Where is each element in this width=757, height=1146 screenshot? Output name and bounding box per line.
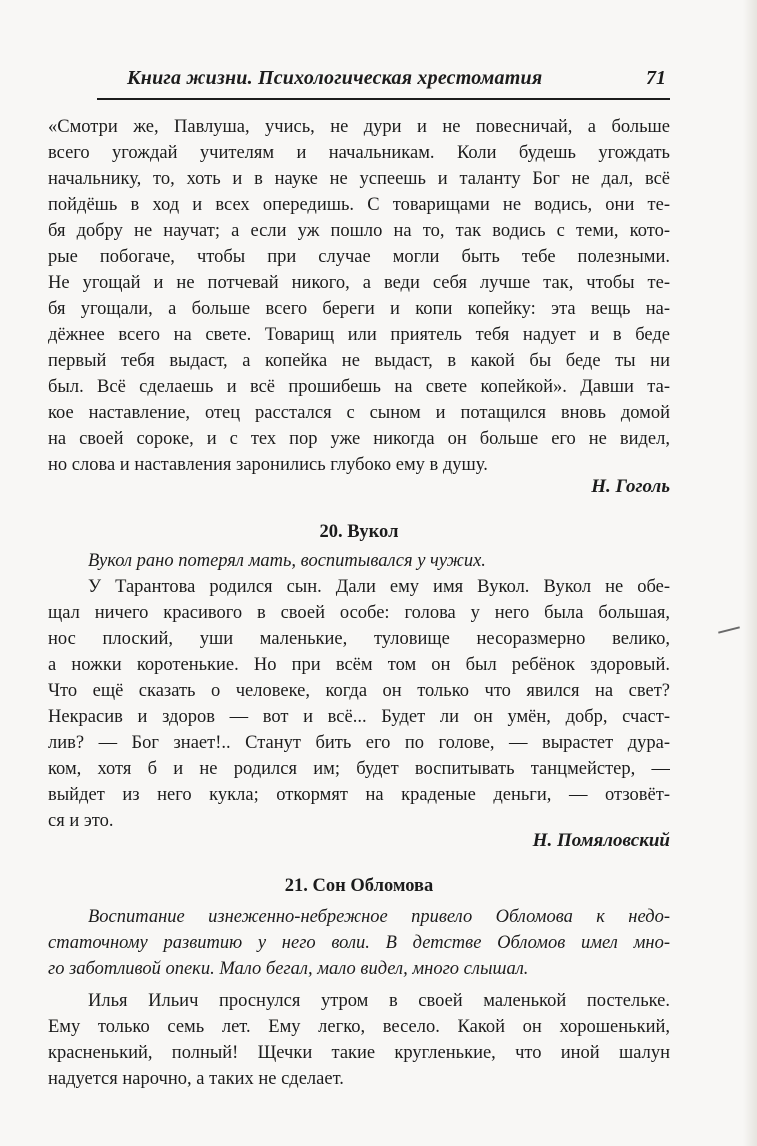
body-line: нос плоский, уши маленькие, туловище несоразмерно велико, (48, 629, 670, 649)
page-edge-shadow (743, 0, 757, 1146)
body-line: Некрасив и здоров — вот и всё... Будет ли он умён, добр, счаст- (48, 707, 670, 727)
excerpt-line: но слова и наставления заронились глубоко ему в душу. (48, 455, 488, 475)
excerpt-line: начальнику, то, хоть и в науке не успеешь и таланту Бог не дал, всё (48, 169, 670, 189)
excerpt-line: бя добру не научат; а если уж пошло на то, так водись с теми, кото- (48, 221, 670, 241)
excerpt-line: Не угощай и не потчевай никого, а веди себя лучше так, чтобы те- (48, 273, 670, 293)
running-header-title: Книга жизни. Психологическая хрестоматия (127, 67, 543, 89)
excerpt-paragraph (48, 114, 670, 478)
excerpt-line: бя угощали, а больше всего береги и копи копейку: эта вещь на- (48, 299, 670, 319)
excerpt-line: на своей сороке, и с тех пор уже никогда он больше его не видел, (48, 429, 670, 449)
body-line: ком, хотя б и не родился им; будет воспитывать танцмейстер, — (48, 759, 670, 779)
body-line: надуется нарочно, а таких не сделает. (48, 1069, 344, 1089)
excerpt-line: был. Всё сделаешь и всё прошибешь на свете копейкой». Давши та- (48, 377, 670, 397)
body-line: Илья Ильич проснулся утром в своей маленькой постельке. (88, 991, 670, 1011)
author-gogol: Н. Гоголь (591, 476, 670, 497)
body-line: щал ничего красивого в своей особе: голова у него была большая, (48, 603, 670, 623)
body-line: красненький, полный! Щечки такие кругленькие, что иной шалун (48, 1043, 670, 1063)
body-line: Что ещё сказать о человеке, когда он только что явился на свет? (48, 681, 670, 701)
section-vukol-body (48, 548, 670, 834)
section-summary: Воспитание изнеженно-небрежное привело Обломова к недо- (88, 907, 670, 927)
stray-pen-mark (718, 626, 740, 633)
section-summary: Вукол рано потерял мать, воспитывался у чужих. (88, 551, 486, 571)
excerpt-line: первый тебя выдаст, а копейка не выдаст, в какой бы беде ты ни (48, 351, 670, 371)
page-number: 71 (646, 67, 666, 89)
header-divider (97, 98, 670, 100)
excerpt-line: рые побогаче, чтобы при случае могли быть тебе полезными. (48, 247, 670, 267)
excerpt-line: «Смотри же, Павлуша, учись, не дури и не повесничай, а больше (48, 117, 670, 137)
section-title-vukol: 20. Вукол (319, 522, 399, 542)
running-header (97, 63, 670, 93)
section-title-oblomov: 21. Сон Обломова (284, 876, 434, 896)
excerpt-line: дёжнее всего на свете. Товарищ или приятель тебя надует и в беде (48, 325, 670, 345)
section-oblomov-body (48, 904, 670, 1092)
body-line: а ножки коротенькие. Но при всём том он был ребёнок здоровый. (48, 655, 670, 675)
body-line: выйдет из него кукла; откормят на краденые деньги, — отзовёт- (48, 785, 670, 805)
body-line: ся и это. (48, 811, 114, 831)
excerpt-line: кое наставление, отец расстался с сыном и потащился вновь домой (48, 403, 670, 423)
body-line: У Тарантова родился сын. Дали ему имя Вукол. Вукол не обе- (88, 577, 670, 597)
section-summary: статочному развитию у него воли. В детстве Обломов имел мно- (48, 933, 670, 953)
body-line: лив? — Бог знает!.. Станут бить его по голове, — вырастет дура- (48, 733, 670, 753)
excerpt-line: всего угождай учителям и начальникам. Коли будешь угождать (48, 143, 670, 163)
body-line: Ему только семь лет. Ему легко, весело. Какой он хорошенький, (48, 1017, 670, 1037)
author-pomyalovsky: Н. Помяловский (532, 830, 670, 851)
section-summary: го заботливой опеки. Мало бегал, мало видел, много слышал. (48, 959, 529, 979)
excerpt-line: пойдёшь в ход и всех опередишь. С товарищами не водись, они те- (48, 195, 670, 215)
